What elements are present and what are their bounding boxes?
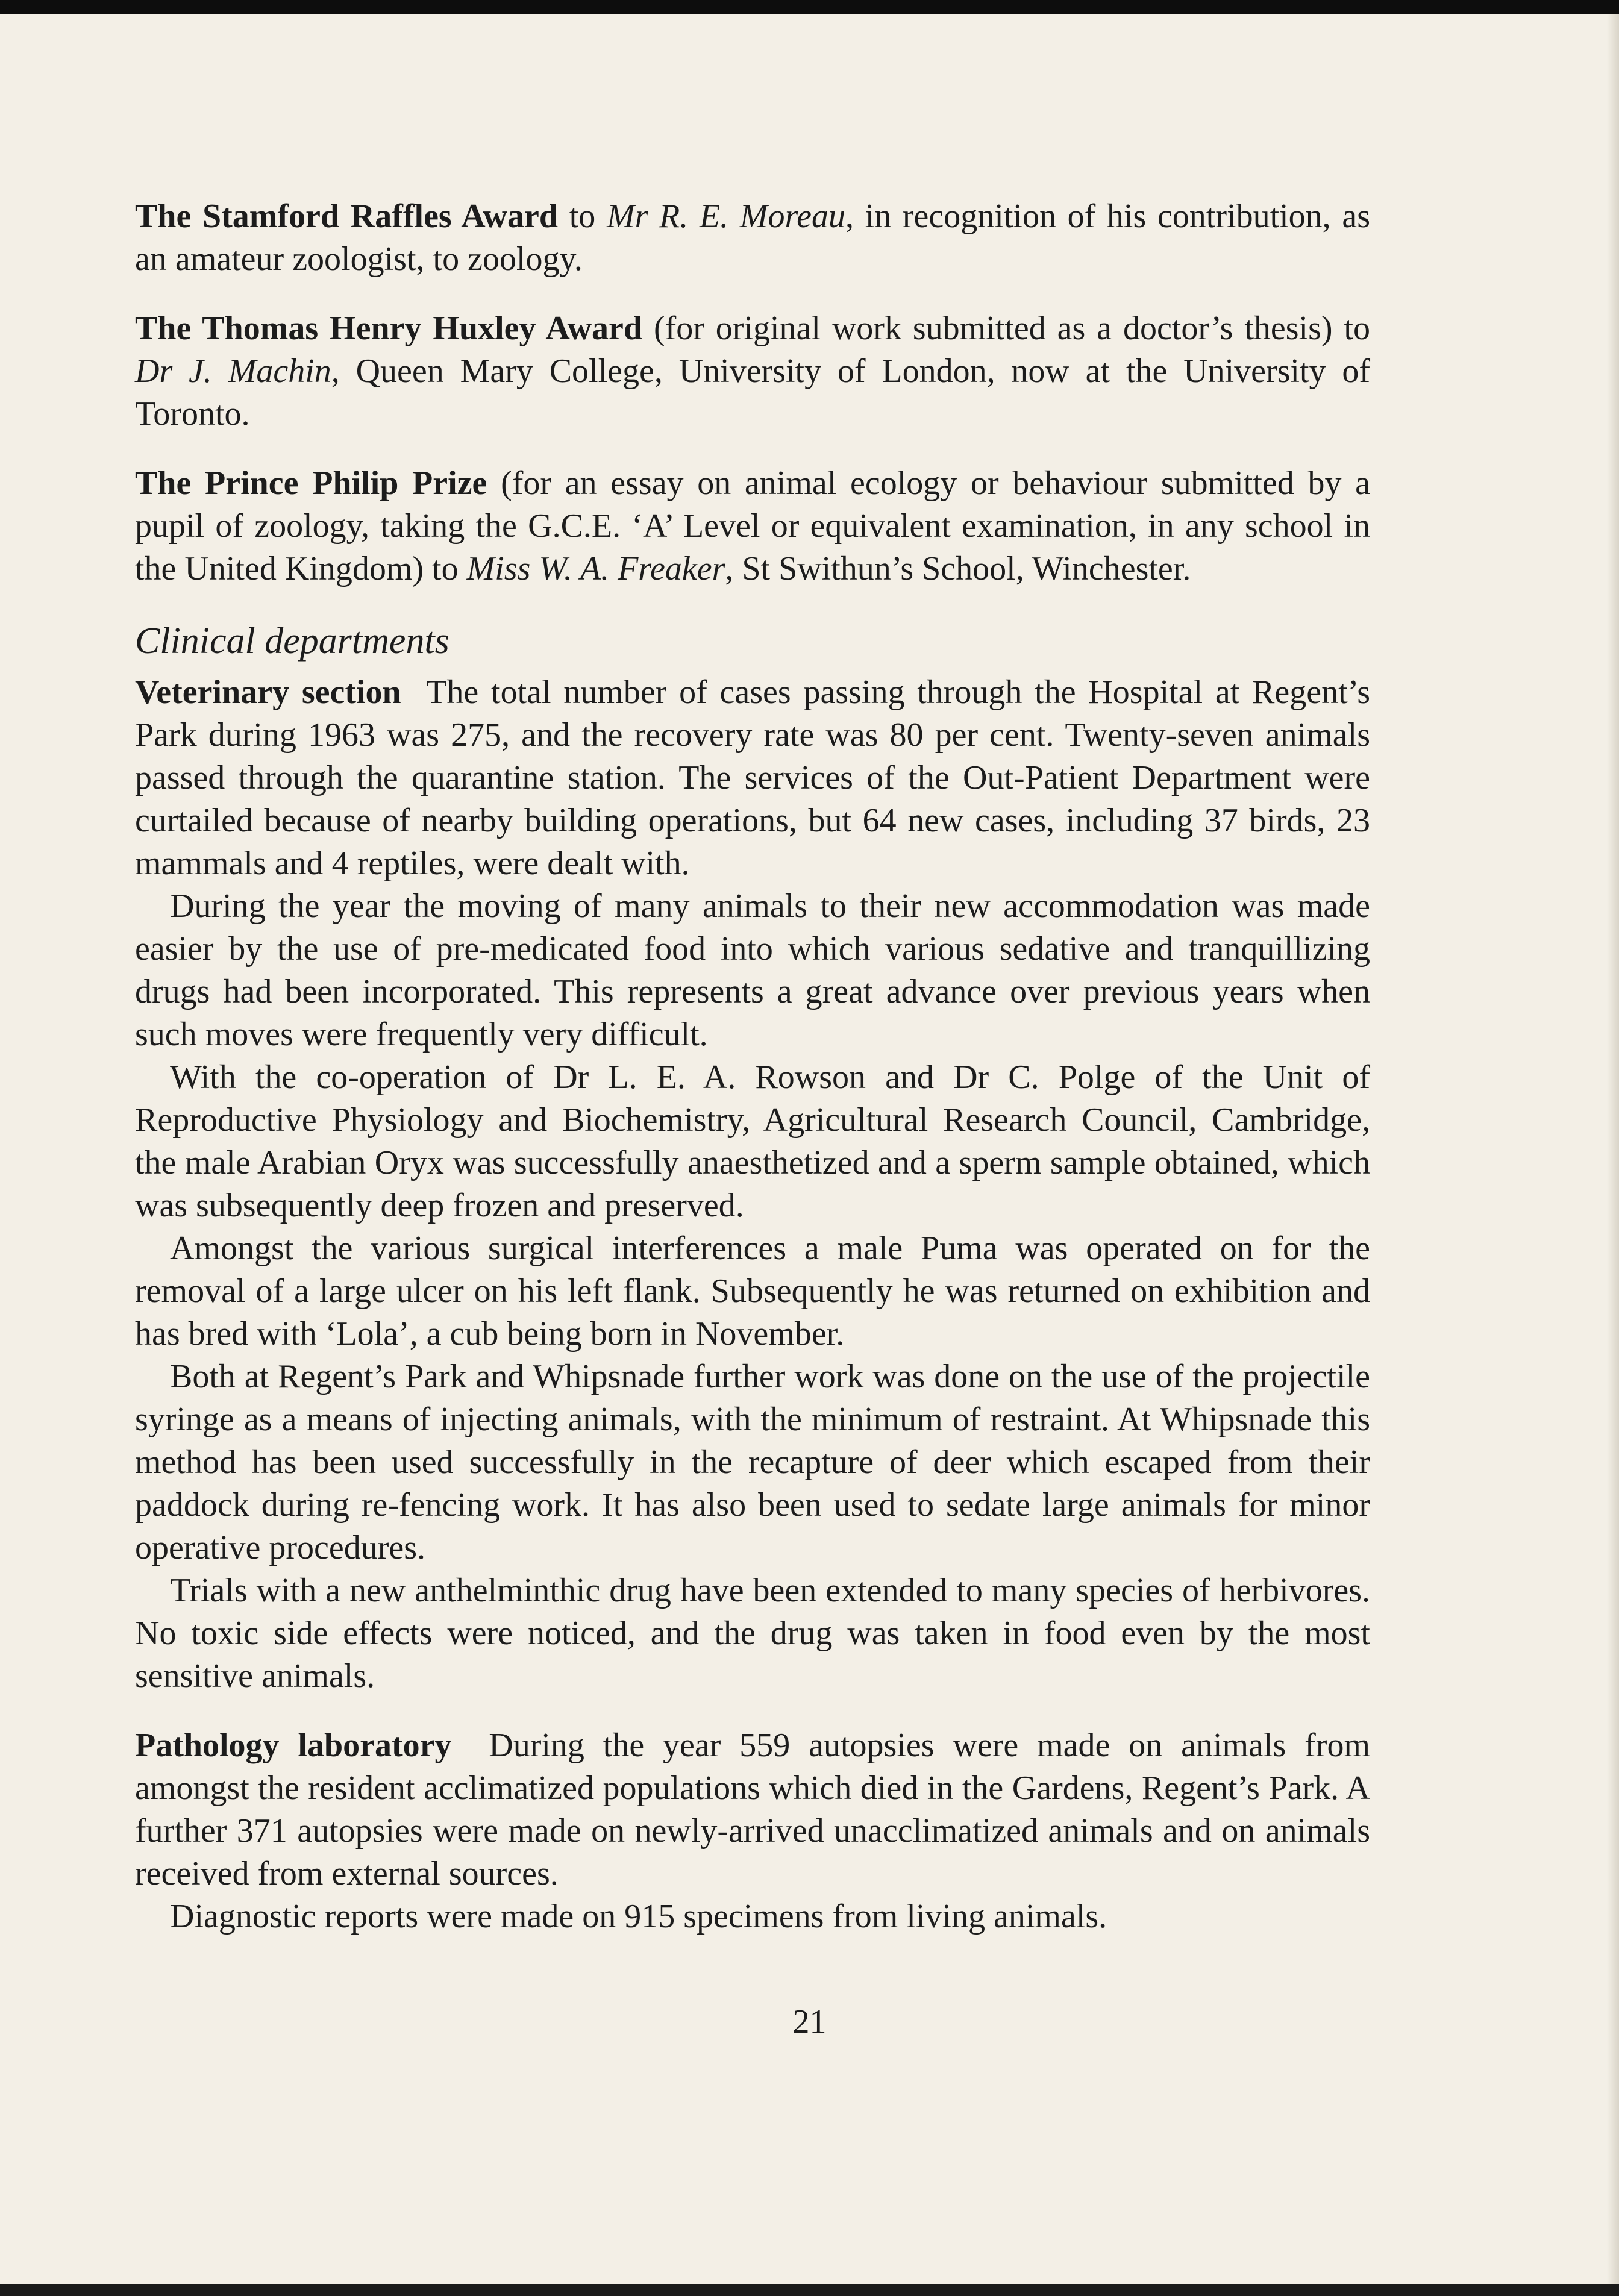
veterinary-paragraph: Both at Regent’s Park and Whipsnade further work was done on the use of the projectile syringe as a means of injecting animals, with the minimum of restraint. At Whipsnade this method has been used successfully in the recapture of deer which escaped from their paddock during re-fencing work. It has also been used to sedate large animals for minor operative procedures. [135, 1358, 1370, 1566]
section-heading: Clinical departments [135, 621, 449, 662]
subsection-heading: Pathology laboratory [135, 1727, 452, 1764]
page-bottom-edge [0, 2284, 1619, 2296]
veterinary-paragraph: With the co-operation of Dr L. E. A. Rowson and Dr C. Polge of the Unit of Reproductive Physiology and Biochemistry, Agricultural Research Council, Cambridge, the male Arabian Oryx was successfully anaesthetized and a sperm sample obtained, which was subsequently deep frozen and preserved. [135, 1059, 1370, 1224]
veterinary-paragraph: During the year the moving of many animals to their new accommodation was made easier by the use of pre-medicated food into which various sedative and tranquillizing drugs had been incorporated. This represents a great advance over previous years when such moves were frequently very difficult. [135, 887, 1370, 1053]
pathology-paragraph: Pathology laboratory During the year 559 autopsies were made on animals from amongst the resident acclimatized populations which died in the Gardens, Regent’s Park. A further 371 autopsies were made on newly-arrived unacclimatized animals and on animals received from external sources. [135, 1727, 1371, 1892]
award-prince-philip: The Prince Philip Prize (for an essay on animal ecology or behaviour submitted by a pupil of zoology, taking the G.C.E. ‘A’ Level or equivalent examination, in any school in the United Kingdom) to Miss W. A. Freaker, St Swithun’s School, Winchester. [135, 465, 1370, 587]
veterinary-paragraph: Veterinary section The total number of cases passing through the Hospital at Regent’s Park during 1963 was 275, and the recovery rate was 80 per cent. Twenty-seven animals passed through the quarantine station. The services of the Out-Patient Department were curtailed because of nearby building operations, but 64 new cases, including 37 birds, 23 mammals and 4 reptiles, were dealt with. [135, 674, 1370, 882]
page-body [135, 195, 1370, 1938]
subsection-heading: Veterinary section [135, 674, 401, 711]
award-raffles: The Stamford Raffles Award to Mr R. E. Moreau, in recognition of his contribution, as an amateur zoologist, to zoology. [135, 198, 1371, 278]
recipient-name: Mr R. E. Moreau [606, 198, 846, 235]
award-huxley: The Thomas Henry Huxley Award (for original work submitted as a doctor’s thesis) to Dr J. Machin, Queen Mary College, University of London, now at the University of Toronto. [135, 310, 1371, 433]
award-title: The Prince Philip Prize [135, 465, 487, 502]
award-title: The Stamford Raffles Award [135, 198, 559, 235]
recipient-name: Dr J. Machin [135, 352, 331, 390]
veterinary-paragraph: Amongst the various surgical interferences a male Puma was operated on for the removal of a large ulcer on his left flank. Subsequently he was returned on exhibition and has bred with ‘Lola’, a cub being born in November. [135, 1230, 1370, 1353]
veterinary-paragraph: Trials with a new anthelminthic drug have been extended to many species of herbivores. No toxic side effects were noticed, and the drug was taken in food even by the most sensitive animals. [135, 1572, 1370, 1695]
recipient-name: Miss W. A. Freaker [466, 550, 725, 587]
pathology-paragraph: Diagnostic reports were made on 915 specimens from living animals. [170, 1898, 1107, 1935]
book-page [0, 14, 1619, 2284]
page-number: 21 [792, 2003, 827, 2041]
award-title: The Thomas Henry Huxley Award [135, 310, 643, 347]
